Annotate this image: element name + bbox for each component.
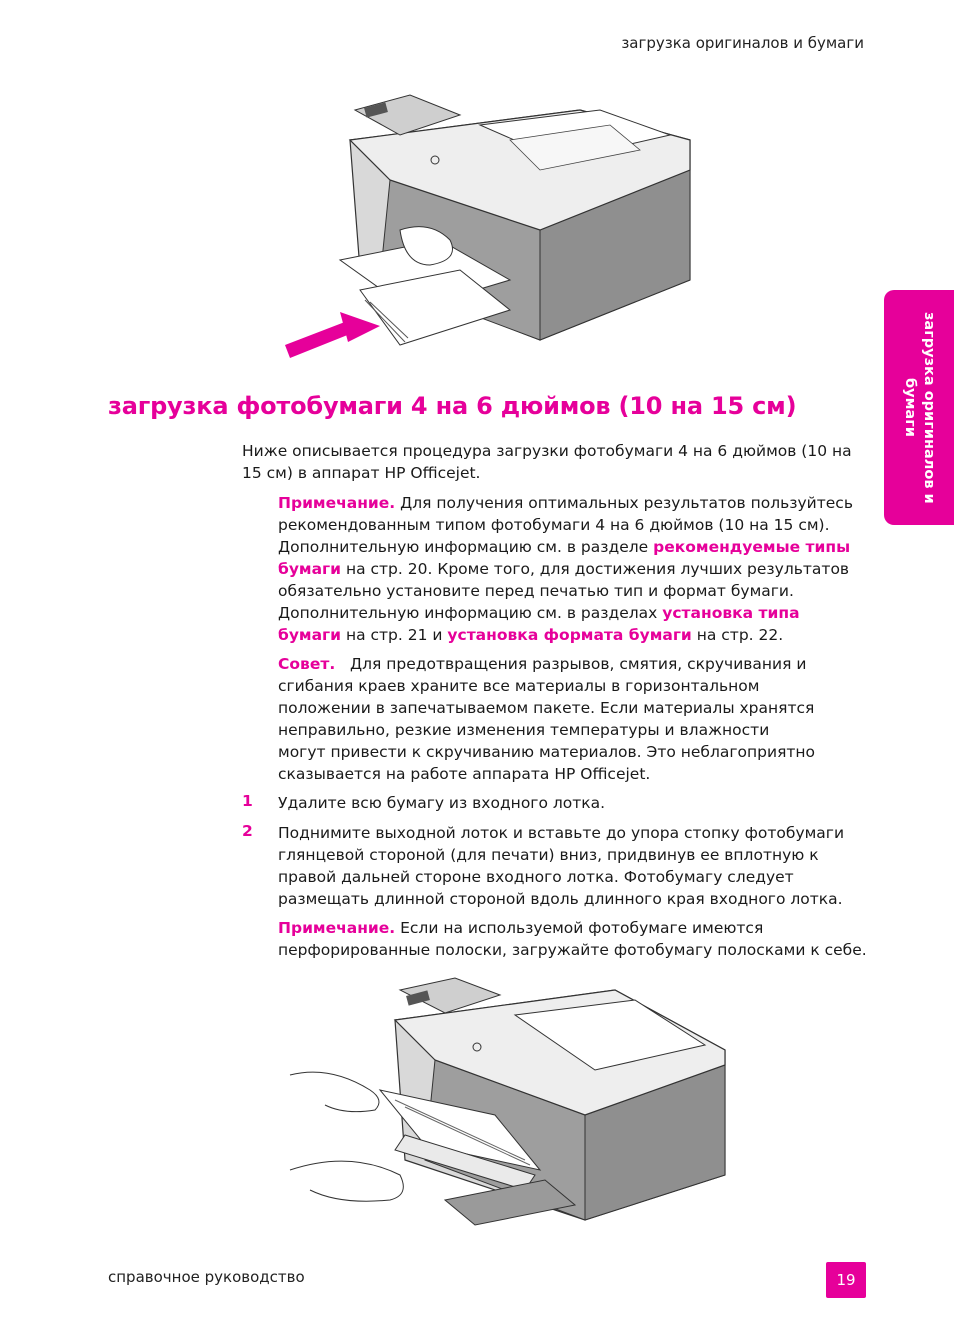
step-1-text: Удалите всю бумагу из входного лотка. bbox=[278, 794, 606, 812]
printer-illustration-top bbox=[280, 80, 710, 360]
note-2 bbox=[278, 917, 868, 961]
note-1-text-d: на стр. 22. bbox=[691, 626, 784, 644]
note-2-text: Если на используемой фотобумаге имеются перфорированные полоски, загружайте фотобумагу полосками к себе. bbox=[278, 919, 867, 959]
step-1-number: 1 bbox=[242, 792, 253, 810]
tip bbox=[278, 653, 818, 785]
note-1-text-a: Для получения оптимальных результатов пользуйтесь рекомендованным типом фотобумаги 4 на 6 дюймов (10 на 15 см). Дополнительную информацию см. в разделе bbox=[278, 494, 853, 556]
note-2-label: Примечание. bbox=[278, 919, 396, 937]
footer-title: справочное руководство bbox=[108, 1268, 305, 1286]
printer-illustration-bottom bbox=[285, 975, 730, 1240]
note-1 bbox=[278, 492, 866, 646]
note-1-text-b: на стр. 20. Кроме того, для достижения лучших результатов обязательно установите перед печатью тип и формат бумаги. Дополнительную информацию см. в разделах bbox=[278, 560, 850, 622]
section-side-tab bbox=[884, 290, 954, 525]
page-number: 19 bbox=[826, 1262, 866, 1298]
note-1-label: Примечание. bbox=[278, 494, 396, 512]
note-1-text-c: на стр. 21 и bbox=[341, 626, 448, 644]
running-header: загрузка оригиналов и бумаги bbox=[621, 34, 864, 52]
tip-label: Совет. bbox=[278, 655, 336, 673]
intro-paragraph: Ниже описывается процедура загрузки фотобумаги 4 на 6 дюймов (10 на 15 см) в аппарат HP Officejet. bbox=[242, 442, 852, 482]
link-paper-type[interactable]: установка типа бумаги bbox=[278, 604, 800, 644]
link-recommended-paper[interactable]: рекомендуемые типы бумаги bbox=[278, 538, 851, 578]
side-tab-label: загрузка оригиналов и бумаги bbox=[902, 311, 937, 504]
section-heading: загрузка фотобумаги 4 на 6 дюймов (10 на 15 см) bbox=[108, 392, 797, 420]
step-2-number: 2 bbox=[242, 822, 253, 840]
step-2-text: Поднимите выходной лоток и вставьте до упора стопку фотобумаги глянцевой стороной (для печати) вниз, придвинув ее вплотную к правой дальней стороне входного лотка. Фотобумагу следует размещать длинной стороной вдоль длинного края входного лотка. bbox=[278, 824, 845, 908]
link-paper-size[interactable]: установка формата бумаги bbox=[447, 626, 692, 644]
tip-text: Для предотвращения разрывов, смятия, скручивания и сгибания краев храните все материалы в горизонтальном положении в запечатываемом пакете. Если материалы хранятся неправильно, резкие изменения температуры и влажности могут привести к скручиванию материалов. Это неблагоприятно сказывается на работе аппарата HP Officejet. bbox=[278, 655, 816, 783]
